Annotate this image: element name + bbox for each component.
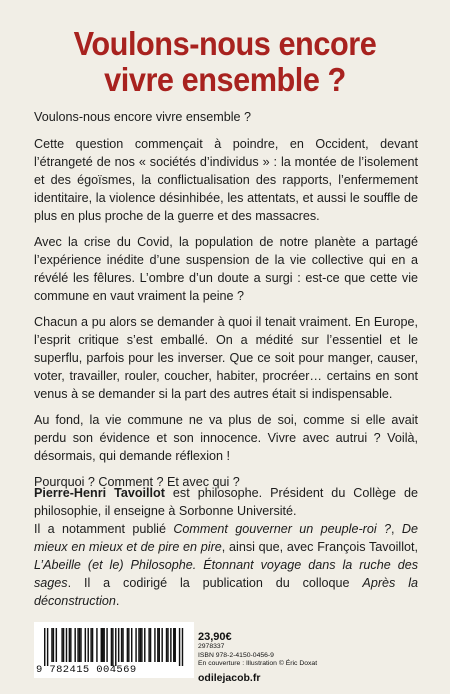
barcode-bar [74, 628, 75, 662]
barcode-bar [157, 628, 158, 662]
barcode-digits: 9 782415 004569 [36, 664, 137, 676]
publisher-website: odilejacob.fr [198, 671, 261, 684]
barcode-bar [154, 628, 155, 662]
barcode-bar [106, 628, 107, 662]
barcode-bar [166, 628, 167, 662]
barcode-bar [128, 628, 129, 662]
barcode-bar [161, 628, 162, 662]
barcode-bar [173, 628, 174, 662]
barcode-bar [61, 628, 62, 662]
barcode-bar [135, 628, 136, 662]
barcode-bar [96, 628, 97, 662]
barcode-bar [140, 628, 141, 662]
author-bio-part-5: . Il a codirigé la publication du colloque [67, 576, 363, 590]
barcode-bar [175, 628, 176, 662]
cover-title [34, 26, 415, 98]
barcode-bar [131, 628, 132, 662]
barcode-bar [77, 628, 78, 662]
barcode-bar [44, 628, 45, 666]
price: 23,90€ [198, 631, 232, 643]
cover-credit: En couverture : Illustration © Éric Doxat [198, 660, 318, 667]
barcode-bar [53, 628, 54, 662]
blurb [34, 108, 418, 499]
blurb-paragraph-5: Au fond, la vie commune ne va plus de soi, comme si elle avait perdu son évidence et son innocence. Vivre avec autrui ? Voilà, désormais, qui demande réflexion ! [34, 413, 418, 463]
barcode-bar [112, 628, 113, 666]
barcode [34, 622, 194, 678]
barcode-bar [47, 628, 48, 666]
barcode-bar [51, 628, 52, 662]
blurb-paragraph-6: Pourquoi ? Comment ? Et avec qui ? [34, 475, 240, 489]
blurb-paragraph-2: Cette question commençait à poindre, en Occident, devant l’étrangeté de nos « sociétés d’individus » : la montée de l’isolement et des égoïsmes, la conflictualisation des rapports, l’enfermement identitaire, la violence désinhibée, les attentats, et aussi le souffle de plus en plus proche de la guerre et des massacres. [34, 137, 418, 223]
book-title-1: Comment gouverner un peuple-roi ? [173, 522, 392, 536]
author-name: Pierre-Henri Tavoillot [34, 486, 165, 500]
barcode-bar [159, 628, 160, 662]
barcode-bar [90, 628, 91, 662]
author-bio-part-3: , [391, 522, 402, 536]
barcode-bar [69, 628, 70, 662]
barcode-bar [70, 628, 71, 662]
barcode-icon [44, 628, 184, 666]
barcode-bar [102, 628, 103, 662]
barcode-bar [103, 628, 104, 662]
title-line-1: Voulons-nous encore [73, 25, 377, 62]
book-title-2: De mieux en mieux et de pire en pire [34, 522, 418, 554]
barcode-bar [150, 628, 151, 662]
barcode-bar [118, 628, 119, 662]
barcode-bar [141, 628, 142, 662]
blurb-paragraph-1: Voulons-nous encore vivre ensemble ? [34, 110, 252, 124]
title-line-2: vivre ensemble ? [104, 61, 346, 98]
book-title-3: L’Abeille (et le) Philosophe. Étonnant voyage dans la ruche des sages [34, 558, 418, 590]
barcode-bar [138, 628, 139, 662]
barcode-bar [167, 628, 168, 662]
barcode-bar [56, 628, 57, 662]
barcode-bar [80, 628, 81, 662]
barcode-bar [122, 628, 123, 662]
barcode-bar [144, 628, 145, 662]
book-title-4: Après la déconstruction [34, 576, 418, 608]
price-block [198, 631, 378, 684]
barcode-bar [170, 628, 171, 662]
blurb-paragraph-3: Avec la crise du Covid, la population de notre planète a partagé l’expérience inédite d’une suspension de la vie collective qui en a révélé les fêlures. L’ombre d’un doute a surgi : est-ce que cette vie commune en vaut vraiment la peine ? [34, 235, 418, 303]
barcode-bar [85, 628, 86, 662]
barcode-bar [66, 628, 67, 662]
barcode-bar [111, 628, 112, 666]
barcode-bar [101, 628, 102, 662]
barcode-bar [92, 628, 93, 662]
author-bio-part-6: . [115, 594, 120, 608]
barcode-bar [79, 628, 80, 662]
blurb-paragraph-4: Chacun a pu alors se demander à quoi il tenait vraiment. En Europe, l’esprit critique s’est emballé. On a médité sur l’essentiel et le superflu, parfois pour les inverser. Que ce soit pour manger, causer, voter, travailler, rouler, coucher, habiter, procréer… certains en sont venus à se demander si la part des autres était si indispensable. [34, 315, 418, 401]
author-bio [34, 484, 418, 610]
barcode-bar [179, 628, 180, 666]
author-bio-part-1: est philosophe. Président du Collège de philosophie, il enseigne à Sorbonne Université. [34, 486, 419, 518]
barcode-bar [88, 628, 89, 662]
author-bio-part-4: , ainsi que, avec François Tavoillot, [221, 540, 418, 554]
author-bio-part-2: Il a notamment publié [34, 522, 174, 536]
barcode-bar [148, 628, 149, 662]
barcode-bar [182, 628, 183, 666]
isbn: ISBN 978-2-4150-0456-9 [198, 651, 274, 659]
barcode-bar [121, 628, 122, 662]
product-code: 2978337 [198, 643, 225, 650]
barcode-bar [115, 628, 116, 666]
barcode-bar [63, 628, 64, 662]
barcode-bar [127, 628, 128, 662]
